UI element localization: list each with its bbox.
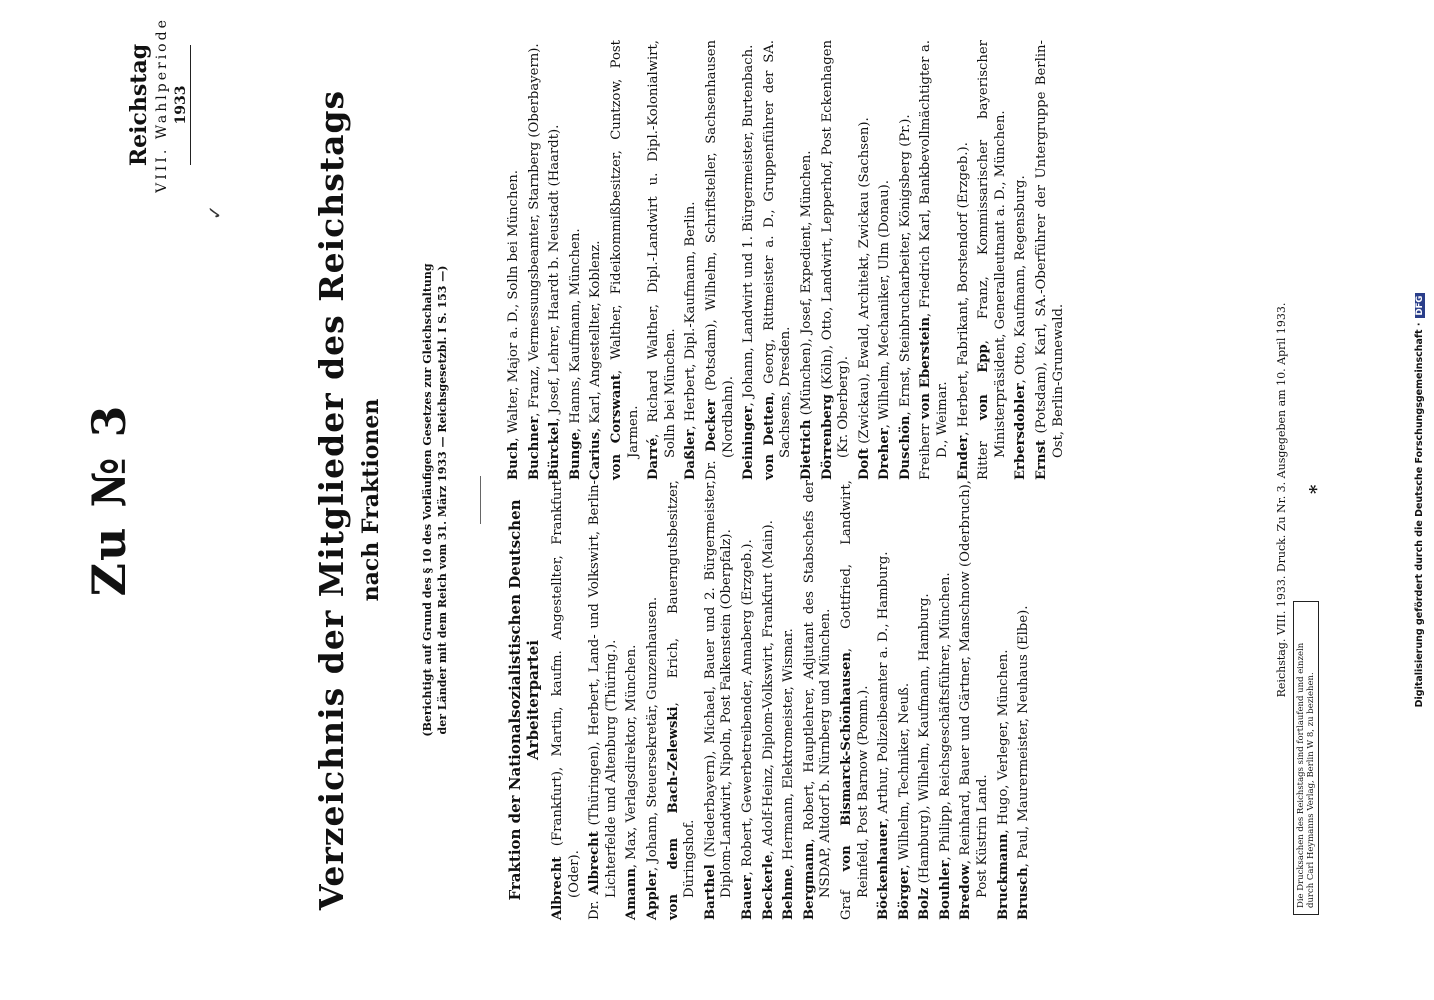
member-name: Bürckel	[547, 421, 563, 480]
member-detail: , Reinhard, Bauer und Gärtner, Manschnow (Oderbruch), Post Küstrin Land.	[958, 480, 991, 898]
member-name: von Corswant	[608, 374, 624, 480]
member-detail: (Potsdam), Karl, SA.-Oberführer der Untergruppe Berlin-Ost, Berlin-Grunewald.	[1034, 40, 1066, 458]
member-name: Börger	[896, 868, 912, 920]
member-name: Dörrenberg	[819, 394, 835, 480]
member-entry	[506, 40, 523, 480]
member-entry	[877, 40, 894, 480]
digitization-note	[1414, 0, 1425, 1000]
member-entry	[938, 480, 955, 920]
member-detail: , Friedrich Karl, Bankbevollmächtigter a. D., Weimar.	[918, 40, 951, 458]
member-name: Beckerle	[760, 854, 776, 920]
member-name: Bouhler	[937, 860, 953, 920]
member-detail: , Wilhelm, Mechaniker, Ulm (Donau).	[877, 180, 893, 429]
document-number: Zu № 3	[82, 403, 136, 597]
member-detail: (Hamburg), Wilhelm, Kaufmann, Hamburg.	[917, 593, 933, 888]
right-column	[506, 40, 1071, 480]
member-entry	[898, 40, 915, 480]
member-entry	[976, 40, 1009, 480]
member-prefix: Graf	[838, 871, 854, 920]
member-detail: , Adolf-Heinz, Diplom-Volkswirt, Frankfurt (Main).	[760, 520, 776, 855]
member-detail: , Robert, Gewerbetreibender, Annaberg (Erzgeb.).	[739, 539, 755, 876]
member-prefix: Freiherr	[918, 419, 934, 480]
member-name: Albrecht	[587, 831, 603, 895]
member-list	[506, 40, 1067, 480]
member-entry	[646, 40, 679, 480]
member-detail: (Frankfurt), Martin, kaufm. Angestellter, Frankfurt (Oder).	[550, 480, 582, 898]
member-name: Barthel	[702, 864, 718, 920]
member-detail: , Walter, Major a. D., Solln bei München.	[506, 170, 521, 442]
member-name: Albrecht	[550, 856, 565, 920]
member-entry	[918, 40, 951, 480]
member-entry	[703, 480, 736, 920]
member-name: von Eberstein	[918, 316, 934, 420]
member-prefix: Dr.	[703, 451, 719, 480]
member-name: Bergmann	[801, 842, 817, 920]
member-detail: (Zwickau), Ewald, Architekt, Zwickau (Sachsen).	[856, 117, 872, 448]
member-detail: , Philipp, Reichsgeschäftsführer, München.	[937, 572, 953, 861]
member-name: von dem Bach-Zelewski	[665, 706, 681, 920]
member-entry	[568, 40, 585, 480]
member-entry	[704, 40, 737, 480]
member-entry	[547, 40, 564, 480]
member-prefix: Ritter	[976, 420, 992, 480]
member-name: Brusch	[1016, 867, 1032, 920]
member-entry	[1016, 480, 1033, 920]
member-name: Buchner	[526, 416, 542, 480]
member-name: von Epp	[976, 344, 992, 421]
member-detail: (München), Josef, Expedient, München.	[798, 150, 814, 420]
member-entry	[917, 480, 934, 920]
member-name: Doſt	[856, 448, 872, 480]
asterisk: *	[1306, 484, 1327, 494]
member-entry	[820, 40, 853, 480]
footer-print-info: Reichstag. VIII. 1933. Druck. Zu Nr. 3. Ausgegeben am 10. April 1933.	[1275, 302, 1288, 698]
member-detail: , Franz, Vermessungsbeamter, Starnberg (Oberbayern).	[526, 43, 542, 417]
member-name: Behme	[781, 868, 797, 920]
member-name: Deininger	[741, 406, 757, 480]
member-name: Böckenhauer	[876, 821, 892, 920]
member-name: Bolz	[917, 887, 933, 920]
reichstag-title: Reichstag	[126, 43, 152, 167]
member-detail: (Thüringen), Herbert, Land- und Volkswirt, Berlin-Lichterfelde und Altenburg (Thüring.).	[587, 480, 619, 898]
member-name: Daßler	[683, 429, 699, 480]
footer-box-line: Die Drucksachen des Reichstags sind fortlaufend und einzeln	[1296, 642, 1306, 908]
dfg-logo: DFG	[1415, 293, 1425, 319]
member-name: Carius	[588, 431, 604, 480]
member-entry	[857, 40, 874, 480]
member-detail: , Hermann, Elektromeister, Wismar.	[781, 628, 797, 869]
member-entry	[550, 480, 583, 920]
divider	[480, 476, 481, 524]
correction-note-line: (Berichtigt auf Grund des § 10 des Vorläufigen Gesetzes zur Gleichschaltung	[421, 263, 434, 737]
member-name: Bunge	[567, 432, 583, 480]
member-entry	[741, 40, 758, 480]
member-entry	[666, 480, 699, 920]
member-entry	[1034, 40, 1067, 480]
member-entry	[876, 480, 893, 920]
member-entry	[609, 40, 642, 480]
member-name: Bauer	[739, 875, 755, 920]
year: 1933	[172, 45, 191, 165]
member-prefix: Dr.	[587, 894, 603, 920]
fraction-heading: Fraktion der Nationalsozialistischen Deutschen Arbeiterpartei	[506, 499, 542, 901]
member-name: Bruckmann	[995, 833, 1011, 920]
member-detail: , Johann, Steuersekretär, Gunzenhausen.	[644, 596, 660, 871]
member-detail: , Gottfried, Landwirt, Reinfeld, Post Barnow (Pomm.).	[838, 480, 871, 898]
footer-box-line: durch Carl Heymanns Verlag, Berlin W 8, zu beziehen.	[1306, 672, 1316, 908]
member-detail: , Wilhelm, Techniker, Neuß.	[896, 682, 912, 869]
member-detail: , Georg, Rittmeister a. D., Gruppenführer der SA. Sachsens, Dresden.	[761, 40, 794, 458]
left-column	[506, 480, 1037, 920]
member-name: Amann	[624, 868, 640, 920]
member-entry	[527, 40, 544, 480]
member-entry	[761, 480, 778, 920]
member-detail: , Herbert, Dipl.-Kaufmann, Berlin.	[683, 201, 699, 430]
member-detail: , Paul, Maurermeister, Neuhaus (Elbe).	[1016, 605, 1032, 868]
member-entry	[958, 480, 991, 920]
member-name: Ernst	[1034, 439, 1050, 480]
member-detail: , Richard Walther, Dipl.-Landwirt u. Dipl.-Kolonialwirt, Solln bei München.	[646, 40, 678, 458]
member-entry	[1013, 40, 1030, 480]
correction-note-line: der Länder mit dem Reich vom 31. März 1933 — Reichsgesetzbl. I S. 153 —)	[436, 265, 449, 735]
member-detail: , Walther, Fideikommißbesitzer, Cuntzow, Post Jarmen.	[608, 40, 641, 458]
member-detail: , Herbert, Fabrikant, Borstendorf (Erzgeb.).	[955, 142, 971, 436]
member-name: Appler	[644, 870, 660, 920]
check-mark-icon: ✓	[205, 204, 226, 220]
member-entry	[839, 480, 872, 920]
member-detail: , Max, Verlagsdirektor, München.	[624, 644, 640, 869]
member-name: Decker	[703, 399, 719, 452]
member-entry	[683, 40, 700, 480]
member-entry	[740, 480, 757, 920]
member-entry	[762, 40, 795, 480]
member-detail: , Arthur, Polizeibeamter a. D., Hamburg.	[876, 551, 892, 822]
member-entry	[996, 480, 1013, 920]
member-detail: , Otto, Kaufmann, Regensburg.	[1013, 175, 1029, 384]
member-name: von Bismarck-Schönhausen	[838, 652, 854, 872]
member-entry	[802, 480, 835, 920]
correction-note	[420, 200, 450, 800]
page-subtitle: nach Fraktionen	[358, 398, 384, 602]
member-entry	[956, 40, 973, 480]
member-detail: (Köln), Otto, Landwirt, Lepperhof, Post Eckenhagen (Kr. Oberberg).	[819, 40, 852, 458]
member-detail: , Franz, Kommissarischer bayerischer Ministerpräsident, Generalleutnant a. D., München.	[976, 40, 1008, 458]
digitization-text: Digitalisierung gefördert durch die Deutsche Forschungsgemeinschaft ·	[1414, 322, 1425, 708]
member-name: Dreher	[877, 428, 893, 480]
member-detail: , Hanns, Kaufmann, München.	[567, 228, 583, 433]
member-list	[550, 480, 1033, 920]
member-detail: , Erich, Bauerngutsbesitzer, Düringshof.	[665, 479, 698, 898]
member-detail: , Robert, Hauptlehrer, Adjutant des Stabschefs der NSDAP, Altdorf b. Nürnberg und München.	[801, 480, 834, 898]
member-detail: , Karl, Angestellter, Koblenz.	[588, 240, 604, 432]
member-name: Erbersdobler	[1013, 383, 1029, 480]
member-name: Buch	[506, 441, 521, 480]
member-entry	[799, 40, 816, 480]
member-entry	[645, 480, 662, 920]
member-name: Ender	[955, 435, 971, 480]
wahlperiode: VIII. Wahlperiode	[154, 17, 170, 193]
member-entry	[781, 480, 798, 920]
member-entry	[587, 480, 620, 920]
member-detail: , Josef, Lehrer, Haardt b. Neustadt (Haardt).	[547, 124, 563, 422]
member-detail: (Niederbayern), Michael, Bauer und 2. Bürgermeister, Diplom-Landwirt, Nipoln, Post Falkenstein (Oberpfalz).	[702, 480, 735, 898]
member-detail: (Potsdam), Wilhelm, Schriftsteller, Sachsenhausen (Nordbahn).	[703, 40, 736, 458]
member-name: Dietrich	[798, 419, 814, 480]
member-name: Duschön	[897, 415, 913, 480]
member-name: von Detten	[761, 395, 777, 480]
member-entry	[624, 480, 641, 920]
member-detail: , Ernst, Steinbrucharbeiter, Königsberg (Pr.).	[897, 114, 913, 416]
member-detail: , Hugo, Verleger, München.	[995, 649, 1011, 834]
member-name: Bredow	[958, 864, 974, 920]
footer-box	[1293, 601, 1319, 915]
member-entry	[897, 480, 914, 920]
member-name: Darré	[646, 437, 662, 480]
member-detail: , Johann, Landwirt und 1. Bürgermeister, Burtenbach.	[741, 44, 757, 407]
member-entry	[588, 40, 605, 480]
page-title: Verzeichnis der Mitglieder des Reichstags	[312, 89, 351, 911]
